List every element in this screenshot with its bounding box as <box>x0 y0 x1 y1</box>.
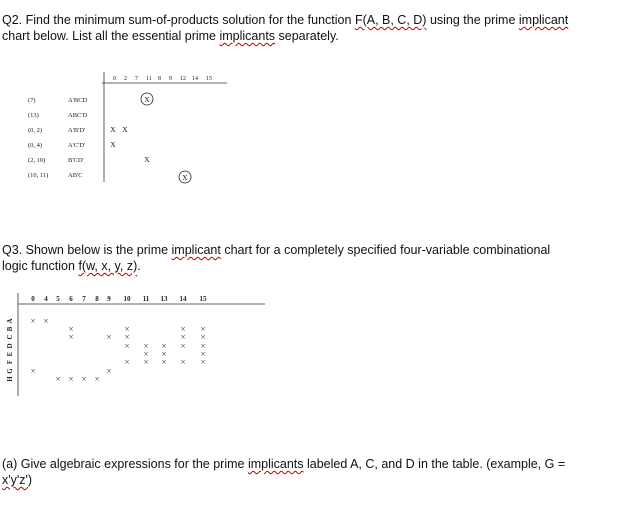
q3-col-5: 5 <box>56 295 60 303</box>
q3-mark: × <box>200 357 206 367</box>
q3-col-10: 10 <box>123 295 131 303</box>
q2-mark: X <box>122 125 128 134</box>
q2-line-1: Q2. Find the minimum sum-of-products solution for the function F(A, B, C, D) using the prime implicant <box>2 13 569 27</box>
q3-mark: × <box>55 374 61 384</box>
q3-mark: × <box>124 332 130 342</box>
q2-row-term: B'CD' <box>68 157 84 164</box>
q3-mark: × <box>143 341 149 351</box>
q2-row-num: (10, 11) <box>28 172 49 179</box>
q2-col-2: 2 <box>124 76 127 82</box>
q3-mark: × <box>30 316 36 326</box>
q2-col-11: 11 <box>146 76 152 82</box>
q2-mark: X <box>144 155 150 164</box>
q2-row-term: A'C'D' <box>68 142 86 149</box>
q3-mark: × <box>161 341 167 351</box>
q2-col-12: 12 <box>180 76 186 82</box>
q2-row-num: (13) <box>28 112 39 119</box>
q3-mark: × <box>143 349 149 359</box>
q3-row-label-b: B <box>6 326 14 332</box>
q3-row-label-g: G <box>6 368 14 374</box>
q3-mark: × <box>124 341 130 351</box>
q3-col-0: 0 <box>31 295 35 303</box>
q2-row-num: (0, 2) <box>28 127 43 134</box>
q3-mark: × <box>180 341 186 351</box>
q3-col-6: 6 <box>69 295 73 303</box>
q2-col-9: 9 <box>169 76 172 82</box>
q2-implicant-word: implicant <box>518 13 569 27</box>
q2-text <box>2 12 568 44</box>
q3-row-label-e: E <box>6 351 14 357</box>
q2-row-term: A'BCD <box>68 97 88 104</box>
q2-col-8: 8 <box>158 76 161 82</box>
q2-row-term: A'B'D' <box>68 127 86 134</box>
q3-line-1: Q3. Shown below is the prime implicant chart for a completely specified four-variable combinational <box>2 243 551 257</box>
q3-mark: × <box>68 332 74 342</box>
q3-mark: × <box>180 324 186 334</box>
q3-mark: × <box>161 357 167 367</box>
q3-col-4: 4 <box>44 295 48 303</box>
q3-col-11: 11 <box>142 295 150 303</box>
q2-mark: X <box>110 140 116 149</box>
q2-row-num: (2, 10) <box>28 157 46 164</box>
q3-mark: × <box>200 324 206 334</box>
q3-mark: × <box>81 374 87 384</box>
q2-mark: X <box>182 173 188 182</box>
q2-mark: X <box>144 95 150 104</box>
q2-row-term: AB'C <box>68 172 83 179</box>
q3-row-label-a: A <box>6 318 14 324</box>
q3-col-15: 15 <box>199 295 207 303</box>
q3-mark: × <box>30 366 36 376</box>
q3-mark: × <box>68 374 74 384</box>
q3-row-label-c: C <box>6 334 14 340</box>
q3-col-13: 13 <box>160 295 168 303</box>
q3-mark: × <box>180 332 186 342</box>
q2-row-num: (7) <box>28 97 36 104</box>
q3-mark: × <box>200 341 206 351</box>
q3-mark: × <box>94 374 100 384</box>
q3-mark: × <box>200 349 206 359</box>
q3-mark: × <box>200 332 206 342</box>
q3-text <box>2 242 550 274</box>
q2-col-15: 15 <box>206 76 212 82</box>
q2-function: F(A, B, C, D) <box>354 13 427 27</box>
q3-mark: × <box>106 332 112 342</box>
q3-col-8: 8 <box>95 295 99 303</box>
q2-col-14: 14 <box>192 76 198 82</box>
q3-prime-implicant-chart <box>0 290 270 402</box>
q3-mark: × <box>124 324 130 334</box>
q3-line-2: logic function f(w, x, y, z). <box>2 259 141 273</box>
q2-col-0: 0 <box>113 76 116 82</box>
q3-mark: × <box>43 316 49 326</box>
q2-line-2: chart below. List all the essential prime implicants separately. <box>2 29 339 43</box>
qa-line-2: x'y'z') <box>2 473 33 487</box>
qa-example-expression: x'y'z' <box>2 473 28 487</box>
q3-mark: × <box>161 349 167 359</box>
q3-row-label-f: F <box>6 359 14 365</box>
qa-line-1: (a) Give algebraic expressions for the prime implicants labeled A, C, and D in the table. (example, G = <box>2 457 566 471</box>
q3-row-label-h: H <box>6 376 14 382</box>
q3-mark: × <box>180 357 186 367</box>
q2-col-7: 7 <box>135 76 138 82</box>
q2-prime-implicant-chart <box>22 70 272 190</box>
q2-row-num: (0, 4) <box>28 142 43 149</box>
q3-mark: × <box>106 366 112 376</box>
q3-col-9: 9 <box>107 295 111 303</box>
q3-col-7: 7 <box>82 295 86 303</box>
q3-row-label-d: D <box>6 343 14 349</box>
qa-text <box>2 456 565 488</box>
q2-mark: X <box>110 125 116 134</box>
q3-col-14: 14 <box>179 295 187 303</box>
q2-row-term: ABC'D <box>68 112 88 119</box>
q3-mark: × <box>143 357 149 367</box>
q3-mark: × <box>68 324 74 334</box>
q3-function: f(w, x, y, z) <box>78 259 138 273</box>
q3-mark: × <box>124 357 130 367</box>
